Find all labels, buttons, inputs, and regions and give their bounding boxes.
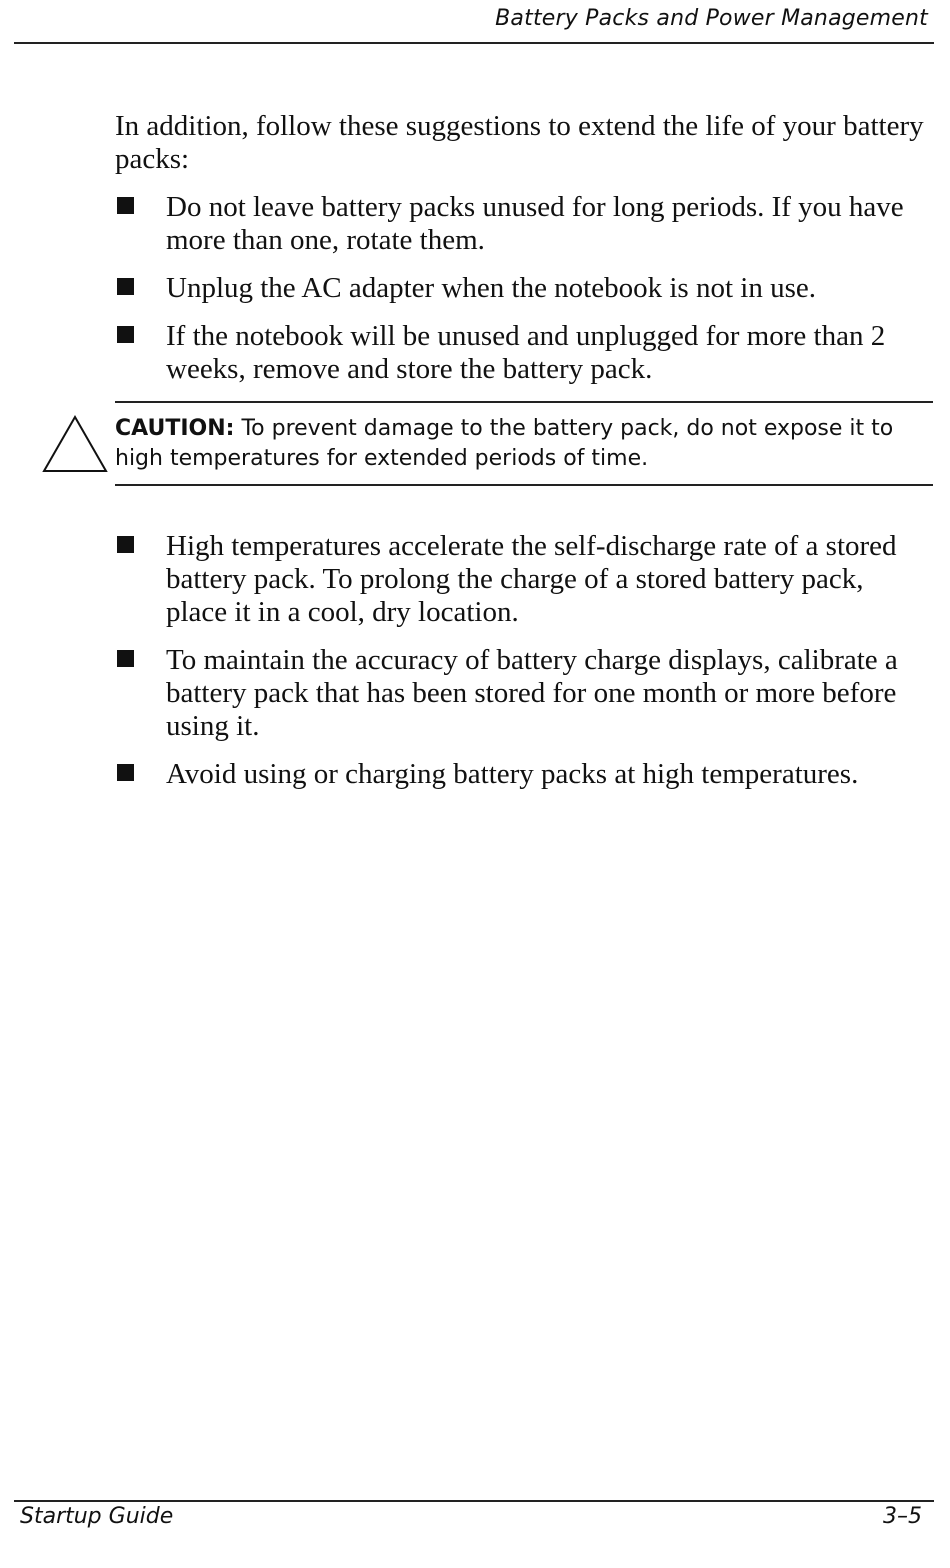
list-item <box>115 644 930 743</box>
running-header: Battery Packs and Power Management <box>495 6 928 31</box>
square-bullet-icon <box>117 278 134 295</box>
intro-paragraph: In addition, follow these suggestions to extend the life of your battery packs: <box>115 110 924 175</box>
list-item <box>115 272 930 305</box>
list-item <box>115 320 930 386</box>
square-bullet-icon <box>117 650 134 667</box>
caution-label: CAUTION: <box>115 416 235 441</box>
list-item-text: Do not leave battery packs unused for long periods. If you have more than one, rotate them. <box>166 191 904 256</box>
caution-text: To prevent damage to the battery pack, do not expose it to high temperatures for extended periods of time. <box>115 416 894 471</box>
list-item <box>115 758 930 791</box>
list-item-text: Unplug the AC adapter when the notebook is not in use. <box>166 272 816 304</box>
page-content <box>115 110 930 806</box>
list-item-text: To maintain the accuracy of battery charge displays, calibrate a battery pack that has been stored for one month or more before using it. <box>166 644 898 742</box>
square-bullet-icon <box>117 326 134 343</box>
warning-triangle-icon <box>42 415 108 473</box>
bullet-list-bottom <box>115 530 930 791</box>
list-item <box>115 530 930 629</box>
footer-guide-title: Startup Guide <box>20 1504 174 1529</box>
header-rule <box>14 42 934 44</box>
caution-box <box>115 401 933 486</box>
footer-rule <box>14 1500 934 1502</box>
list-item-text: High temperatures accelerate the self-discharge rate of a stored battery pack. To prolong the charge of a stored battery pack, place it in a cool, dry location. <box>166 530 897 628</box>
list-item <box>115 191 930 257</box>
square-bullet-icon <box>117 764 134 781</box>
bullet-list-top <box>115 191 930 386</box>
footer-page-number: 3–5 <box>883 1504 922 1529</box>
square-bullet-icon <box>117 197 134 214</box>
list-item-text: Avoid using or charging battery packs at high temperatures. <box>166 758 859 790</box>
square-bullet-icon <box>117 536 134 553</box>
list-item-text: If the notebook will be unused and unplugged for more than 2 weeks, remove and store the battery pack. <box>166 320 886 385</box>
